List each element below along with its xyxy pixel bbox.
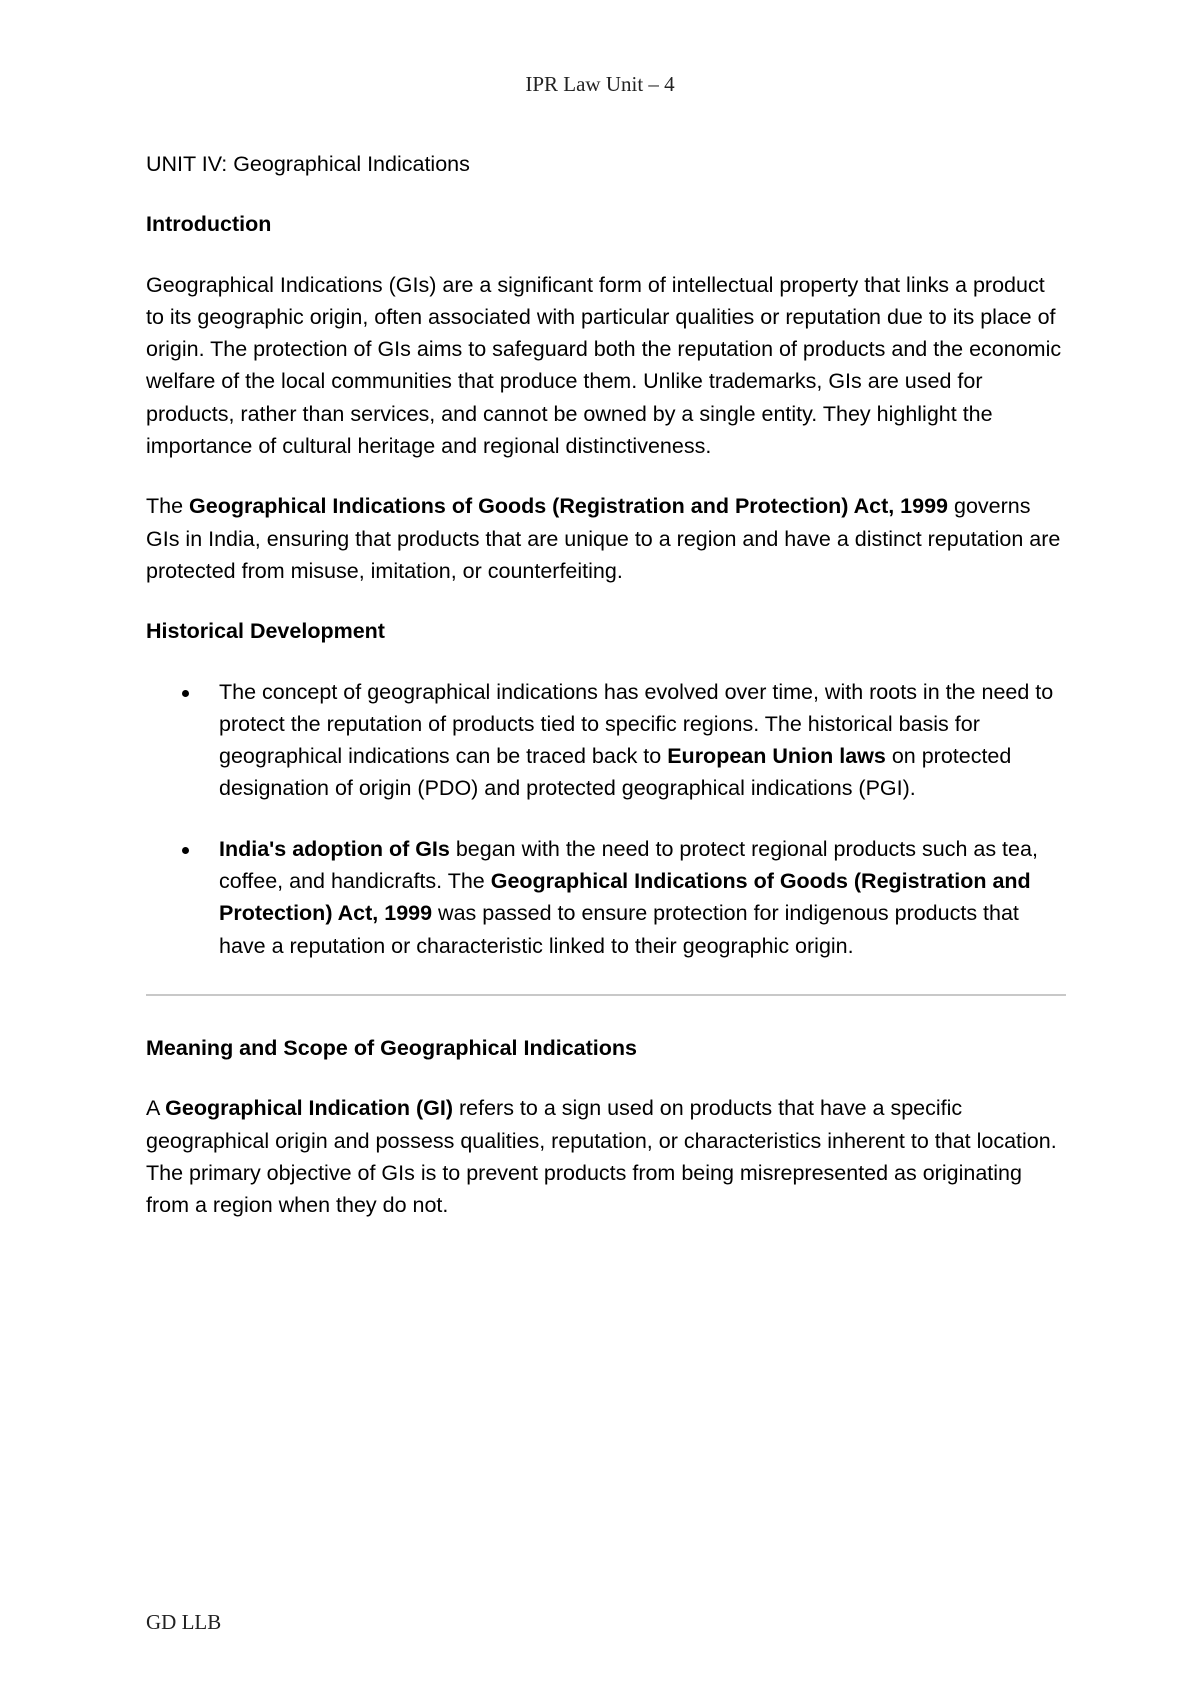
act-name-bold: Geographical Indications of Goods (Registration and Protection) Act, 1999 xyxy=(189,494,949,519)
bullet-item-eu-origins xyxy=(146,676,1066,805)
bullet2-bold1: India's adoption of GIs xyxy=(219,836,450,861)
act-paragraph xyxy=(146,490,1066,587)
bullet1-pre: The concept of geographical indications has evolved over time, with roots in the need to protect the reputation of products tied to specific regions. The historical basis for geographical indications can be traced back to xyxy=(219,679,1054,769)
bullet-item-india-adoption xyxy=(146,833,1066,962)
bullet1-post: on protected designation of origin (PDO) and protected geographical indications (PGI). xyxy=(219,744,1012,801)
meaning-pre: A xyxy=(146,1096,166,1121)
meaning-paragraph xyxy=(146,1092,1066,1221)
document-body xyxy=(146,148,1066,1249)
gi-term-bold: Geographical Indication (GI) xyxy=(165,1096,454,1121)
horizontal-divider xyxy=(146,994,1066,996)
bullet2-mid: began with the need to protect regional products such as tea, coffee, and handicrafts. The xyxy=(219,836,1038,894)
bullet-dot-icon xyxy=(182,690,189,697)
act-paragraph-pre: The xyxy=(146,494,190,519)
bullet2-bold2: Geographical Indications of Goods (Registration and Protection) Act, 1999 xyxy=(219,869,1031,926)
unit-title: UNIT IV: Geographical Indications xyxy=(146,152,470,176)
historical-development-heading: Historical Development xyxy=(146,619,385,644)
act-paragraph-post: governs GIs in India, ensuring that products that are unique to a region and have a distinct reputation are protected from misuse, imitation, or counterfeiting. xyxy=(146,494,1061,583)
bullet1-bold: European Union laws xyxy=(667,744,886,769)
introduction-heading: Introduction xyxy=(146,212,272,237)
historical-bullet-list xyxy=(146,676,1066,962)
page-header: IPR Law Unit – 4 xyxy=(525,72,675,96)
meaning-post: refers to a sign used on products that have a specific geographical origin and possess qualities, reputation, or characteristics inherent to that location. The primary objective of GIs is to prevent products from being misrepresented as originating from a region when they do not. xyxy=(146,1096,1057,1218)
bullet2-post: was passed to ensure protection for indigenous products that have a reputation or characteristic linked to their geographic origin. xyxy=(219,901,1019,958)
bullet-dot-icon xyxy=(182,847,189,854)
page-footer: GD LLB xyxy=(146,1610,222,1634)
introduction-paragraph: Geographical Indications (GIs) are a significant form of intellectual property that links a product to its geographic origin, often associated with particular qualities or reputation due to its place of origin. The protection of GIs aims to safeguard both the reputation of products and the economic welfare of the local communities that produce them. Unlike trademarks, GIs are used for products, rather than services, and cannot be owned by a single entity. They highlight the importance of cultural heritage and regional distinctiveness. xyxy=(146,272,1062,459)
meaning-scope-heading: Meaning and Scope of Geographical Indications xyxy=(146,1035,637,1060)
